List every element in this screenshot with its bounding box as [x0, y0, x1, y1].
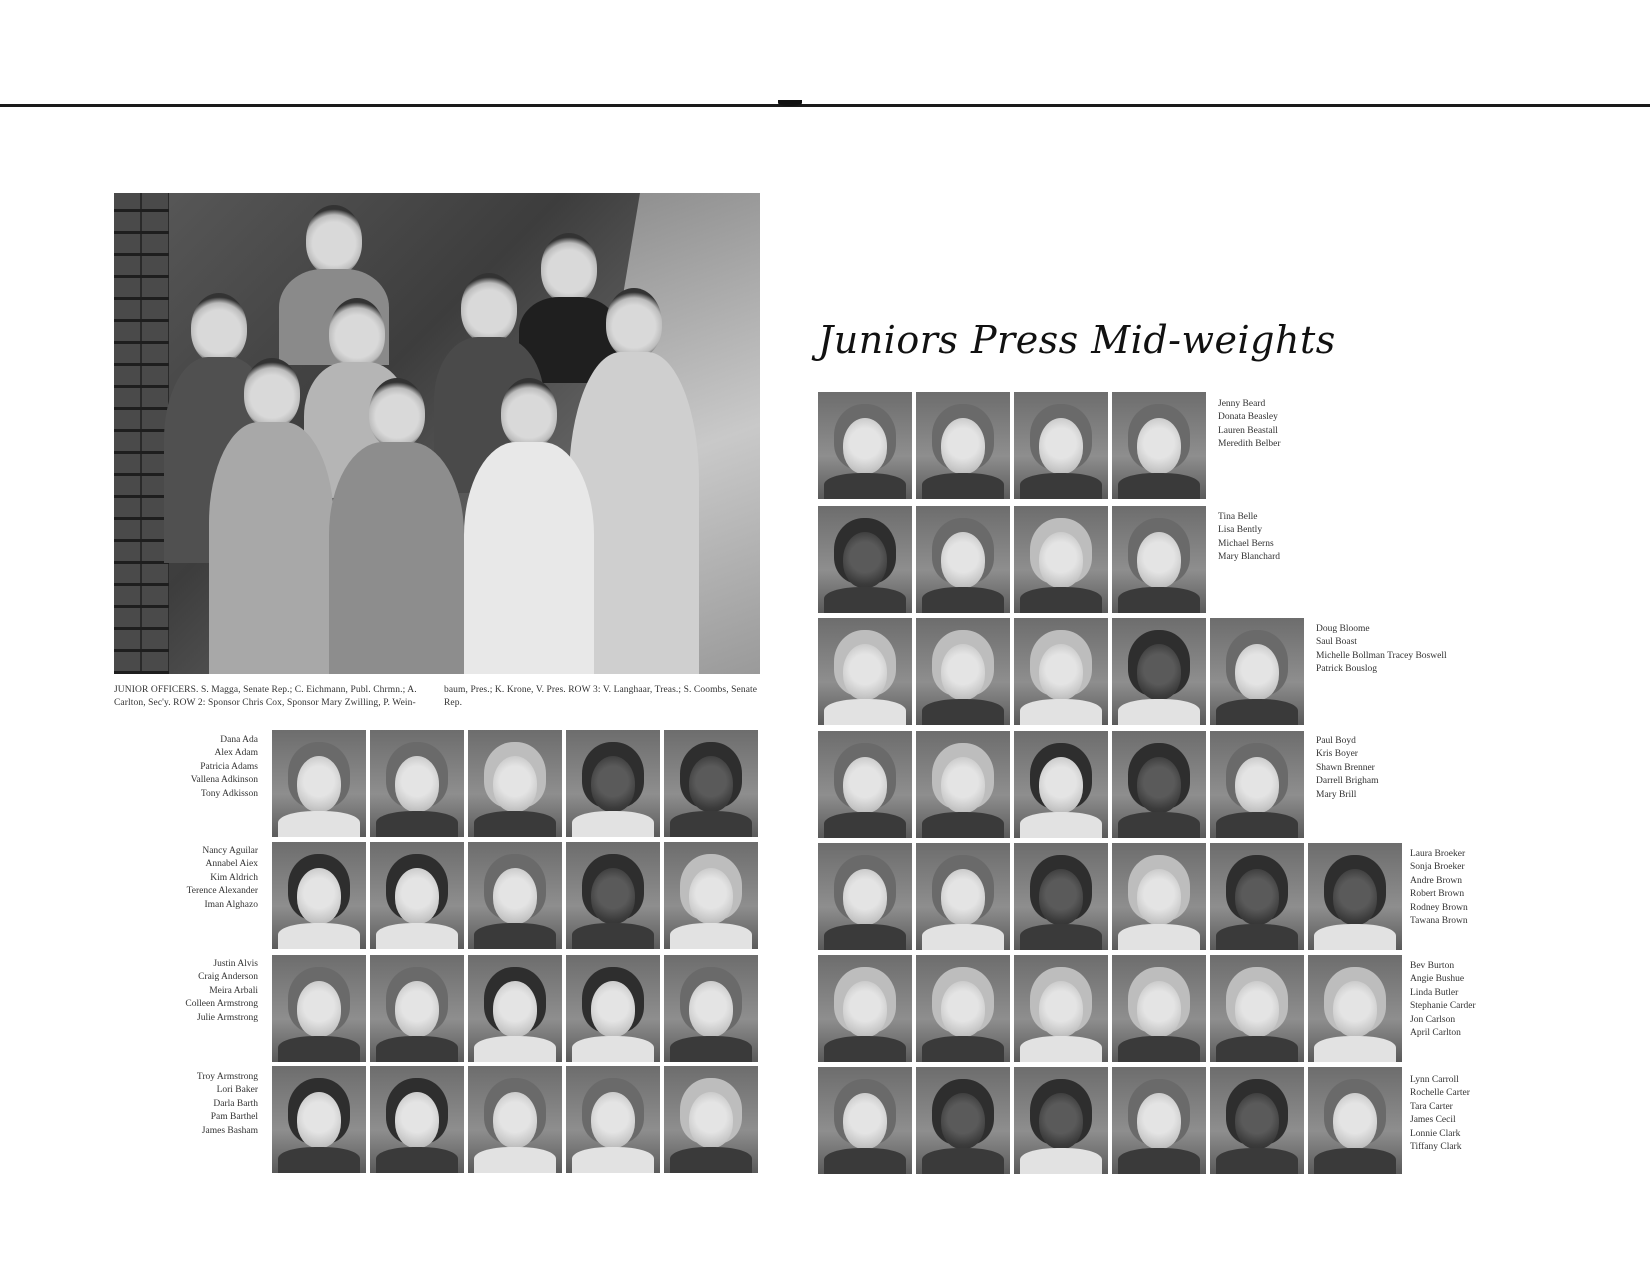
student-portrait — [468, 842, 562, 949]
student-name: Bev Burton — [1410, 961, 1455, 971]
student-portrait — [468, 730, 562, 837]
student-name: Jon Carlson — [1410, 1014, 1456, 1025]
student-name: Craig Anderson — [198, 972, 258, 983]
student-portrait — [1210, 843, 1304, 950]
student-portrait — [1210, 618, 1304, 725]
student-name: Linda Butler — [1410, 987, 1459, 998]
student-name: Mary Brill — [1316, 789, 1357, 800]
student-name: Lori Baker — [216, 1085, 258, 1096]
student-portrait — [566, 955, 660, 1062]
student-portrait — [1112, 618, 1206, 725]
student-portrait — [1210, 955, 1304, 1062]
student-name: Doug Bloome — [1316, 624, 1370, 634]
student-name: Donata Beasley — [1218, 412, 1278, 423]
student-name: Rochelle Carter — [1410, 1088, 1470, 1099]
student-name: Lonnie Clark — [1410, 1128, 1461, 1139]
student-name: Julie Armstrong — [197, 1012, 258, 1023]
student-name: Lisa Bently — [1218, 525, 1263, 536]
student-portrait — [664, 1066, 758, 1173]
name-list — [1410, 960, 1476, 1040]
student-portrait — [1014, 392, 1108, 499]
student-portrait — [1112, 843, 1206, 950]
student-portrait — [272, 955, 366, 1062]
portrait-row — [818, 731, 1304, 838]
student-portrait — [818, 731, 912, 838]
student-name: Tara Carter — [1410, 1101, 1453, 1112]
student-portrait — [1014, 843, 1108, 950]
name-list — [150, 734, 258, 801]
student-name: Patricia Adams — [200, 761, 258, 772]
name-list — [1218, 511, 1280, 565]
student-portrait — [272, 730, 366, 837]
student-portrait — [1210, 1067, 1304, 1174]
student-name: April Carlton — [1410, 1028, 1461, 1039]
student-name: Iman Alghazo — [204, 899, 258, 910]
student-portrait — [1014, 1067, 1108, 1174]
student-portrait — [1112, 955, 1206, 1062]
student-name: Tina Belle — [1218, 512, 1258, 522]
name-list — [1218, 398, 1281, 452]
name-list — [1316, 623, 1447, 677]
student-name: Nancy Aguilar — [202, 846, 258, 856]
student-portrait — [664, 730, 758, 837]
student-portrait — [370, 730, 464, 837]
student-portrait — [664, 955, 758, 1062]
student-portrait — [1014, 955, 1108, 1062]
student-portrait — [664, 842, 758, 949]
junior-officers-group-photo — [114, 193, 760, 674]
student-portrait — [370, 842, 464, 949]
student-name: Lauren Beastall — [1218, 425, 1278, 436]
student-name: Kim Aldrich — [210, 872, 258, 883]
student-portrait — [916, 392, 1010, 499]
student-name: Sonja Broeker — [1410, 862, 1465, 873]
name-list — [150, 1071, 258, 1138]
student-name: Meira Arbali — [209, 985, 258, 996]
portrait-row — [818, 506, 1206, 613]
portrait-row — [272, 842, 758, 949]
student-name: Stephanie Carder — [1410, 1001, 1476, 1012]
student-portrait — [1112, 1067, 1206, 1174]
student-portrait — [566, 842, 660, 949]
portrait-row — [272, 1066, 758, 1173]
student-name: Patrick Bouslog — [1316, 664, 1377, 675]
student-portrait — [1112, 731, 1206, 838]
student-portrait — [818, 506, 912, 613]
student-portrait — [916, 843, 1010, 950]
student-name: Michelle Bollman Tracey Boswell — [1316, 650, 1447, 661]
student-name: Vallena Adkinson — [190, 775, 258, 786]
page-title: Juniors Press Mid-weights — [818, 318, 1336, 362]
portrait-row — [818, 618, 1304, 725]
student-portrait — [916, 731, 1010, 838]
portrait-row — [818, 955, 1402, 1062]
name-list — [1316, 735, 1379, 802]
student-name: Darrell Brigham — [1316, 776, 1379, 787]
student-portrait — [468, 1066, 562, 1173]
officer-figure — [209, 358, 334, 674]
student-portrait — [370, 955, 464, 1062]
student-portrait — [1014, 506, 1108, 613]
student-portrait — [1308, 1067, 1402, 1174]
student-name: Shawn Brenner — [1316, 762, 1375, 773]
student-name: Alex Adam — [214, 748, 258, 759]
student-portrait — [818, 618, 912, 725]
name-list — [150, 845, 258, 912]
student-portrait — [916, 506, 1010, 613]
portrait-row — [272, 730, 758, 837]
name-list — [150, 958, 258, 1025]
student-portrait — [370, 1066, 464, 1173]
student-name: Andre Brown — [1410, 875, 1462, 886]
student-portrait — [272, 842, 366, 949]
portrait-row — [272, 955, 758, 1062]
student-portrait — [818, 955, 912, 1062]
student-portrait — [916, 955, 1010, 1062]
student-portrait — [1308, 843, 1402, 950]
student-name: Dana Ada — [220, 735, 258, 745]
student-name: Mary Blanchard — [1218, 552, 1280, 563]
student-portrait — [1112, 506, 1206, 613]
student-portrait — [566, 730, 660, 837]
name-list — [1410, 848, 1468, 928]
portrait-row — [818, 1067, 1402, 1174]
officer-figure — [464, 378, 594, 674]
student-name: Pam Barthel — [210, 1112, 258, 1123]
student-name: Kris Boyer — [1316, 749, 1358, 760]
student-portrait — [916, 1067, 1010, 1174]
student-name: Tony Adkisson — [200, 788, 258, 799]
student-name: Robert Brown — [1410, 889, 1465, 900]
group-photo-caption-right: baum, Pres.; K. Krone, V. Pres. ROW 3: V. Langhaar, Treas.; S. Coombs, Senate Rep. — [444, 685, 758, 708]
student-name: Terence Alexander — [186, 886, 258, 897]
student-name: Meredith Belber — [1218, 439, 1281, 450]
student-name: Lynn Carroll — [1410, 1075, 1459, 1085]
student-name: Annabel Aiex — [205, 859, 258, 870]
portrait-row — [818, 392, 1206, 499]
student-name: Saul Boast — [1316, 637, 1357, 648]
student-portrait — [1014, 731, 1108, 838]
student-portrait — [566, 1066, 660, 1173]
student-portrait — [818, 843, 912, 950]
spread-top-rule — [0, 104, 1650, 107]
student-portrait — [468, 955, 562, 1062]
student-name: James Cecil — [1410, 1115, 1456, 1126]
portrait-row — [818, 843, 1402, 950]
group-photo-caption-left: JUNIOR OFFICERS. S. Magga, Senate Rep.; C. Eichmann, Publ. Chrmn.; A. Carlton, Sec'y. ROW 2: Sponsor Chris Cox, Sponsor Mary Zwilling, P. Wein- — [114, 685, 417, 708]
student-name: Troy Armstrong — [196, 1072, 258, 1082]
student-portrait — [916, 618, 1010, 725]
spine-shadow — [778, 100, 802, 106]
student-portrait — [1014, 618, 1108, 725]
student-portrait — [272, 1066, 366, 1173]
student-name: Justin Alvis — [213, 959, 258, 969]
student-name: Darla Barth — [213, 1098, 258, 1109]
student-portrait — [818, 392, 912, 499]
student-portrait — [1308, 955, 1402, 1062]
student-name: Angie Bushue — [1410, 974, 1465, 985]
officer-figure — [329, 378, 464, 674]
student-portrait — [1112, 392, 1206, 499]
student-name: Tawana Brown — [1410, 916, 1468, 927]
name-list — [1410, 1074, 1470, 1154]
student-name: Tiffany Clark — [1410, 1142, 1462, 1153]
student-name: Paul Boyd — [1316, 736, 1356, 746]
student-portrait — [818, 1067, 912, 1174]
student-name: James Basham — [201, 1125, 258, 1136]
brick-wall — [114, 193, 169, 674]
student-portrait — [1210, 731, 1304, 838]
student-name: Jenny Beard — [1218, 399, 1266, 409]
student-name: Laura Broeker — [1410, 849, 1466, 859]
student-name: Michael Berns — [1218, 538, 1274, 549]
student-name: Rodney Brown — [1410, 902, 1468, 913]
student-name: Colleen Armstrong — [185, 999, 258, 1010]
